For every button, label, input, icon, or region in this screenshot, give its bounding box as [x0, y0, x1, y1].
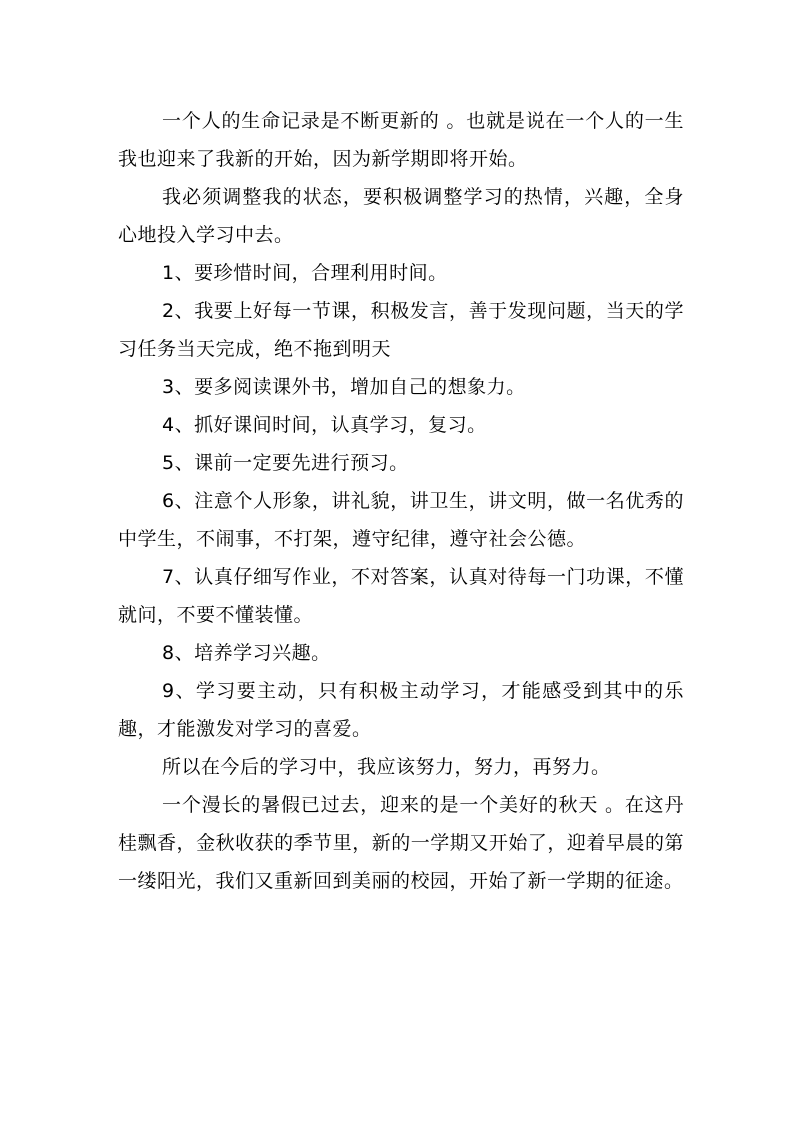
document-body: [118, 102, 684, 900]
list-item: 5、课前一定要先进行预习。: [162, 452, 409, 474]
paragraph: 一个人的生命记录是不断更新的 。也就是说在一个人的一生我也迎来了我新的开始，因为新学期即将开始。: [118, 110, 684, 170]
list-item: 4、抓好课间时间，认真学习，复习。: [162, 414, 487, 436]
paragraph: 一个漫长的暑假已过去，迎来的是一个美好的秋天 。在这丹桂飘香，金秋收获的季节里，新的一学期又开始了，迎着早晨的第一缕阳光，我们又重新回到美丽的校园，开始了新一学期的征途。: [118, 794, 684, 892]
list-item: 8、培养学习兴趣。: [162, 642, 331, 664]
paragraph: 所以在今后的学习中，我应该努力，努力，再努力。: [162, 756, 611, 778]
list-item: 7、认真仔细写作业，不对答案，认真对待每一门功课，不懂就问，不要不懂装懂。: [118, 566, 684, 626]
list-item: 1、要珍惜时间，合理利用时间。: [162, 262, 448, 284]
list-item: 6、注意个人形象，讲礼貌，讲卫生，讲文明，做一名优秀的中学生，不闹事，不打架，遵守纪律，遵守社会公德。: [118, 490, 684, 550]
list-item: 2、我要上好每一节课，积极发言，善于发现问题，当天的学习任务当天完成，绝不拖到明天: [118, 300, 684, 360]
list-item: 3、要多阅读课外书，增加自己的想象力。: [162, 376, 526, 398]
list-item: 9、学习要主动，只有积极主动学习，才能感受到其中的乐趣，才能激发对学习的喜爱。: [118, 680, 684, 740]
paragraph: 我必须调整我的状态，要积极调整学习的热情，兴趣，全身心地投入学习中去。: [118, 186, 684, 246]
